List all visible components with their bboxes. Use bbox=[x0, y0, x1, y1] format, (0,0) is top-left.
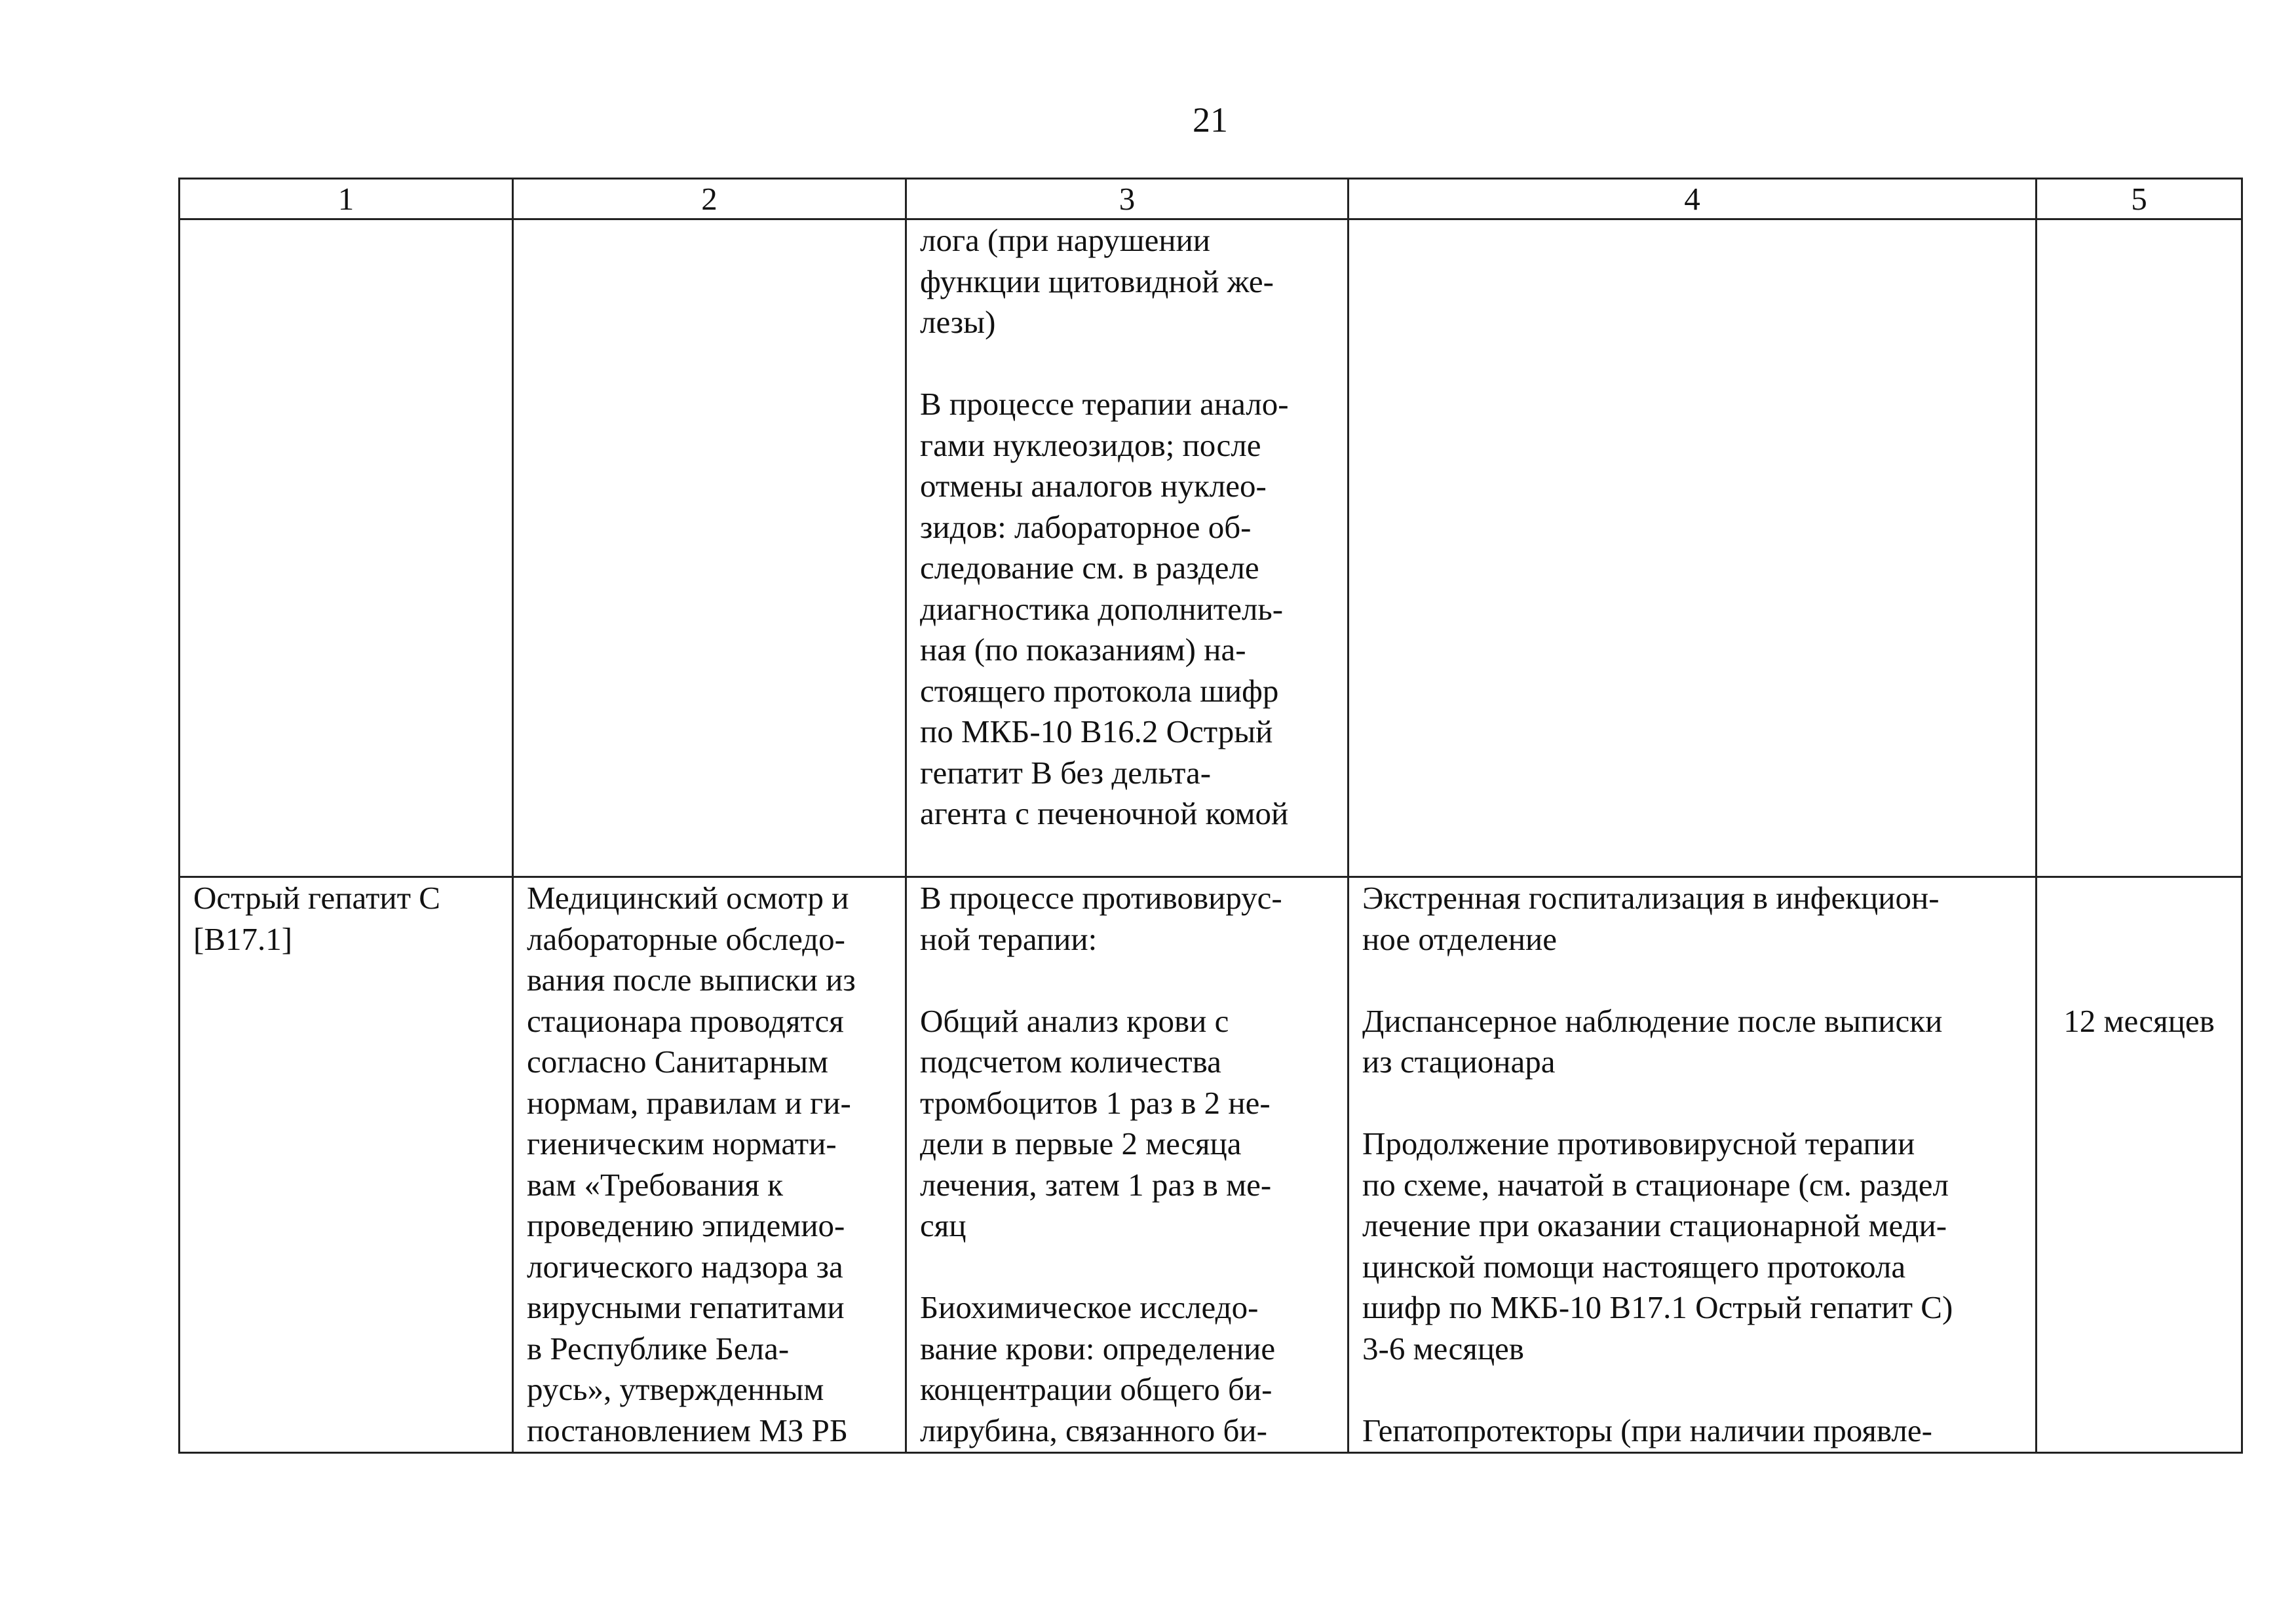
cell-text-line: следование см. в разделе bbox=[920, 550, 1259, 586]
cell-text-line: В процессе терапии анало- bbox=[920, 386, 1289, 422]
blank-line bbox=[2037, 960, 2241, 1001]
blank-line bbox=[1362, 960, 2022, 1001]
cell-disease bbox=[180, 219, 513, 877]
cell-duration bbox=[2037, 877, 2242, 1453]
cell-text-line: Медицинский осмотр и bbox=[527, 880, 849, 916]
table-row bbox=[180, 219, 2242, 877]
cell-text-line: тромбоцитов 1 раз в 2 не- bbox=[920, 1084, 1271, 1121]
cell-text-line: Гепатопротекторы (при наличии проявле- bbox=[1362, 1412, 1932, 1448]
cell-text-line: лога (при нарушении bbox=[920, 222, 1211, 258]
cell-text-line: стоящего протокола шифр bbox=[920, 672, 1279, 709]
cell-text-line: в Республике Бела- bbox=[527, 1330, 790, 1367]
cell-text-line: Острый гепатит С bbox=[193, 880, 440, 916]
cell-text-line: гепатит В без дельта- bbox=[920, 754, 1212, 791]
cell-text-line: агента с печеночной комой bbox=[920, 795, 1289, 831]
cell-text-line: дели в первые 2 месяца bbox=[920, 1125, 1242, 1161]
cell-text-line: Диспансерное наблюдение после выписки bbox=[1362, 1002, 1943, 1039]
cell-text-line: лечения, затем 1 раз в ме- bbox=[920, 1166, 1272, 1203]
cell-text-line: вания после выписки из bbox=[527, 962, 856, 998]
cell-measures bbox=[1349, 219, 2037, 877]
cell-text-line: ной терапии: bbox=[920, 920, 1098, 957]
cell-lab-tests bbox=[906, 219, 1349, 877]
cell-text-line: отмены аналогов нуклео- bbox=[920, 468, 1267, 504]
cell-text-line: [В17.1] bbox=[193, 920, 293, 957]
cell-text-line: русь», утвержденным bbox=[527, 1371, 824, 1407]
header-col-3: 3 bbox=[906, 179, 1349, 219]
cell-text-line: согласно Санитарным bbox=[527, 1044, 829, 1080]
cell-text-line: гиеническим нормати- bbox=[527, 1125, 837, 1161]
blank-line bbox=[1362, 1369, 2022, 1410]
blank-line bbox=[2037, 878, 2241, 919]
header-col-4: 4 bbox=[1349, 179, 2037, 219]
followup-table bbox=[178, 178, 2243, 1454]
cell-text-line: вирусными гепатитами bbox=[527, 1289, 845, 1325]
cell-text-line: Биохимическое исследо- bbox=[920, 1289, 1259, 1325]
cell-text-line: лабораторные обследо- bbox=[527, 920, 846, 957]
cell-text-line: постановлением МЗ РБ bbox=[527, 1412, 849, 1448]
cell-text-line: из стационара bbox=[1362, 1044, 1556, 1080]
cell-text-line: концентрации общего би- bbox=[920, 1371, 1272, 1407]
cell-text-line: зидов: лабораторное об- bbox=[920, 508, 1252, 545]
cell-disease bbox=[180, 877, 513, 1453]
cell-text-line: Общий анализ крови с bbox=[920, 1002, 1229, 1039]
blank-line bbox=[2037, 919, 2241, 960]
cell-text-line: по схеме, начатой в стационаре (см. раздел bbox=[1362, 1166, 1949, 1203]
cell-text-line: вание крови: определение bbox=[920, 1330, 1276, 1367]
cell-text-line: диагностика дополнитель- bbox=[920, 590, 1284, 627]
cell-duration bbox=[2037, 219, 2242, 877]
cell-text-line: подсчетом количества bbox=[920, 1044, 1221, 1080]
header-col-2: 2 bbox=[513, 179, 906, 219]
cell-text-line: нормам, правилам и ги- bbox=[527, 1084, 851, 1121]
blank-line bbox=[1362, 1083, 2022, 1124]
cell-text-line: сяц bbox=[920, 1207, 966, 1243]
cell-text-line: по МКБ-10 В16.2 Острый bbox=[920, 713, 1273, 749]
cell-text-line: Экстренная госпитализация в инфекцион- bbox=[1362, 880, 1940, 916]
cell-text-line: шифр по МКБ-10 В17.1 Острый гепатит С) bbox=[1362, 1289, 1953, 1325]
table-header-row bbox=[180, 179, 2242, 219]
cell-text-line: стационара проводятся bbox=[527, 1002, 844, 1039]
cell-text-line: логического надзора за bbox=[527, 1248, 843, 1285]
cell-text-line: гами нуклеозидов; после bbox=[920, 426, 1261, 463]
cell-text-line: ная (по показаниям) на- bbox=[920, 632, 1246, 668]
blank-line bbox=[920, 960, 1334, 1001]
cell-text-line: лирубина, связанного би- bbox=[920, 1412, 1267, 1448]
cell-text-line: В процессе противовирус- bbox=[920, 880, 1282, 916]
cell-lab-tests bbox=[906, 877, 1349, 1453]
cell-text-line: ное отделение bbox=[1362, 920, 1558, 957]
cell-text-line: 12 месяцев bbox=[2063, 1002, 2215, 1039]
cell-exam-frequency bbox=[513, 219, 906, 877]
blank-line bbox=[920, 343, 1334, 385]
cell-text-line: цинской помощи настоящего протокола bbox=[1362, 1248, 1906, 1285]
cell-text-line: лезы) bbox=[920, 304, 996, 340]
table-row bbox=[180, 877, 2242, 1453]
cell-text-line: лечение при оказании стационарной меди- bbox=[1362, 1207, 1947, 1243]
cell-text-line: функции щитовидной же- bbox=[920, 263, 1274, 299]
header-col-1: 1 bbox=[180, 179, 513, 219]
header-col-5: 5 bbox=[2037, 179, 2242, 219]
blank-line bbox=[920, 1247, 1334, 1288]
cell-text-line: проведению эпидемио- bbox=[527, 1207, 845, 1243]
page-number: 21 bbox=[1193, 100, 1228, 140]
cell-text-line: Продолжение противовирусной терапии bbox=[1362, 1125, 1915, 1161]
cell-text-line: вам «Требования к bbox=[527, 1166, 784, 1203]
cell-exam-frequency bbox=[513, 877, 906, 1453]
cell-text-line: 3-6 месяцев bbox=[1362, 1330, 1524, 1367]
cell-measures bbox=[1349, 877, 2037, 1453]
